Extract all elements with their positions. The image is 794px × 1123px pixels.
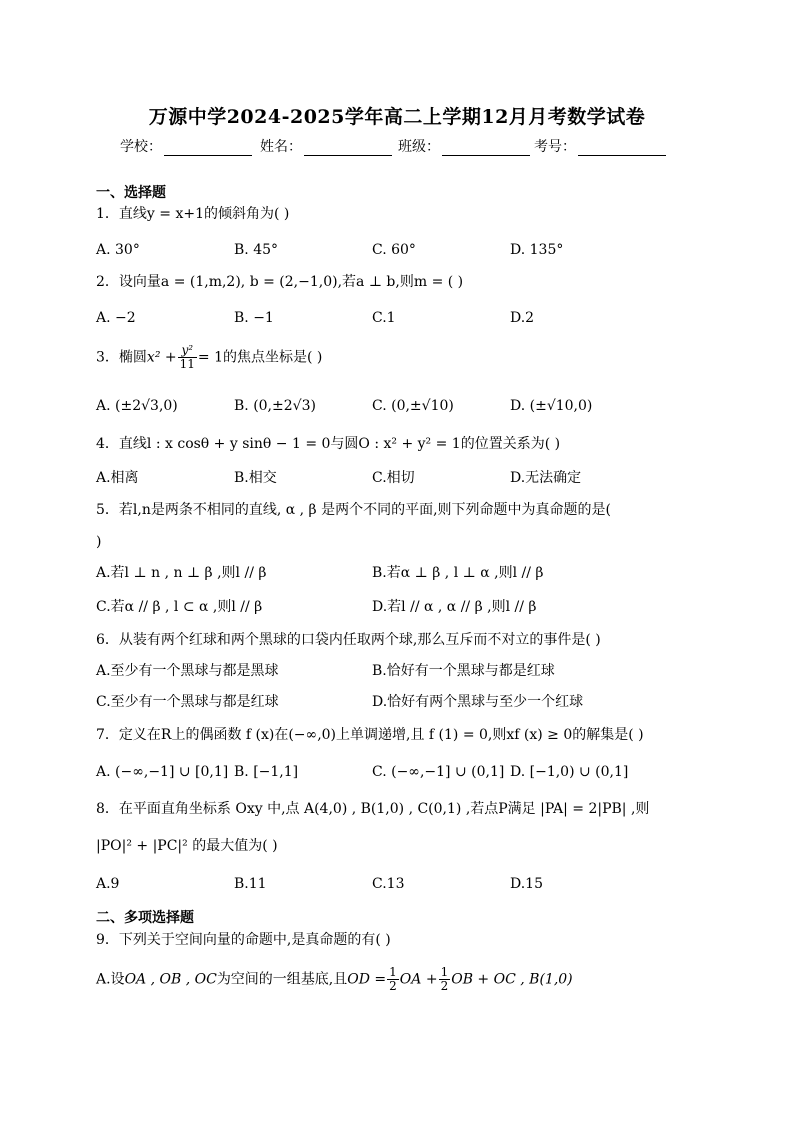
q7-option-c[interactable]: C. (−∞,−1] ∪ (0,1] <box>372 764 505 780</box>
q6-option-c[interactable]: C.至少有一个黑球与都是红球 <box>96 694 279 710</box>
q8-option-d[interactable]: D.15 <box>510 876 543 892</box>
q3-stem-x: x² + <box>146 349 177 366</box>
question-3-stem <box>96 344 322 371</box>
q9-a-oa: OA + <box>399 971 438 988</box>
q7-option-a[interactable]: A. (−∞,−1] ∪ [0,1] <box>96 764 229 780</box>
question-6-stem: 6．从装有两个红球和两个黑球的口袋内任取两个球,那么互斥而不对立的事件是( ) <box>96 632 601 648</box>
q8-option-b[interactable]: B.11 <box>234 876 267 892</box>
q4-option-b[interactable]: B.相交 <box>234 470 277 486</box>
class-blank[interactable] <box>442 139 530 156</box>
q3-option-a[interactable]: A. (±2√3,0) <box>96 398 178 414</box>
question-5-stem-line2: ) <box>96 534 102 550</box>
q5-option-b[interactable]: B.若α ⊥ β , l ⊥ α ,则l // β <box>372 565 544 581</box>
q9-frac1-den: 2 <box>389 979 397 993</box>
section-multiple-choice: 二、多项选择题 <box>96 910 194 926</box>
q3-option-c[interactable]: C. (0,±√10) <box>372 398 454 414</box>
q1-option-a[interactable]: A. 30° <box>96 242 140 258</box>
q9-frac1-num: 1 <box>389 965 397 979</box>
question-4-stem: 4．直线l : x cosθ + y sinθ − 1 = 0与圆O : x² + y² = 1的位置关系为( ) <box>96 436 561 452</box>
student-info-bar <box>120 136 680 158</box>
question-2-stem: 2．设向量a = (1,m,2), b = (2,−1,0),若a ⊥ b,则m = ( ) <box>96 274 464 290</box>
q1-option-b[interactable]: B. 45° <box>234 242 279 258</box>
q9-a-od: OD = <box>347 971 387 988</box>
name-label: 姓名： <box>260 139 302 155</box>
question-7-stem: 7．定义在R上的偶函数 f (x)在(−∞,0)上单调递增,且 f (1) = 0,则xf (x) ≥ 0的解集是( ) <box>96 727 644 743</box>
question-9-stem: 9．下列关于空间向量的命题中,是真命题的有( ) <box>96 932 391 948</box>
q9-fraction-2 <box>439 966 451 993</box>
school-label: 学校： <box>120 139 162 155</box>
q9-option-a[interactable] <box>96 966 573 993</box>
q3-frac-num: y² <box>178 344 197 358</box>
id-blank[interactable] <box>578 139 666 156</box>
q4-option-c[interactable]: C.相切 <box>372 470 415 486</box>
q9-fraction-1 <box>387 966 399 993</box>
q2-option-d[interactable]: D.2 <box>510 310 535 326</box>
q5-option-c[interactable]: C.若α // β , l ⊂ α ,则l // β <box>96 599 263 615</box>
name-field <box>260 136 392 156</box>
q2-option-c[interactable]: C.1 <box>372 310 396 326</box>
class-label: 班级： <box>398 139 440 155</box>
id-field <box>534 136 666 156</box>
q6-option-a[interactable]: A.至少有一个黑球与都是黑球 <box>96 663 279 679</box>
q3-option-b[interactable]: B. (0,±2√3) <box>234 398 316 414</box>
school-field <box>120 136 252 156</box>
q3-fraction <box>178 344 197 371</box>
q9-frac2-num: 1 <box>440 965 449 979</box>
q3-option-d[interactable]: D. (±√10,0) <box>510 398 593 414</box>
q4-option-a[interactable]: A.相离 <box>96 470 139 486</box>
q4-option-d[interactable]: D.无法确定 <box>510 470 582 486</box>
exam-title: 万源中学2024-2025学年高二上学期12月月考数学试卷 <box>148 106 646 128</box>
q8-option-c[interactable]: C.13 <box>372 876 405 892</box>
q1-option-d[interactable]: D. 135° <box>510 242 564 258</box>
question-5-stem-line1: 5．若l,n是两条不相同的直线, α , β 是两个不同的平面,则下列命题中为真命题的是( <box>96 502 612 518</box>
q5-option-a[interactable]: A.若l ⊥ n , n ⊥ β ,则l // β <box>96 565 267 581</box>
q8-option-a[interactable]: A.9 <box>96 876 120 892</box>
q2-option-b[interactable]: B. −1 <box>234 310 274 326</box>
q9-a-mid: 为空间的一组基底,且 <box>216 971 348 988</box>
q3-frac-den: 11 <box>179 357 195 371</box>
q9-a-vecs: OA , OB , OC <box>124 971 217 988</box>
q5-option-d[interactable]: D.若l // α , α // β ,则l // β <box>372 599 537 615</box>
question-1-stem: 1．直线y = x+1的倾斜角为( ) <box>96 206 290 222</box>
q1-option-c[interactable]: C. 60° <box>372 242 416 258</box>
name-blank[interactable] <box>304 139 392 156</box>
q6-option-b[interactable]: B.恰好有一个黑球与都是红球 <box>372 663 555 679</box>
q9-a-ob: OB + OC , B(1,0) <box>451 971 573 988</box>
class-field <box>398 136 530 156</box>
q7-option-d[interactable]: D. [−1,0) ∪ (0,1] <box>510 764 629 780</box>
q3-stem-post: = 1的焦点坐标是( ) <box>197 349 323 366</box>
question-8-stem-line1: 8．在平面直角坐标系 Oxy 中,点 A(4,0) , B(1,0) , C(0,1) ,若点P满足 |PA| = 2|PB| ,则 <box>96 801 650 817</box>
school-blank[interactable] <box>164 139 252 156</box>
q6-option-d[interactable]: D.恰好有两个黑球与至少一个红球 <box>372 694 584 710</box>
q2-option-a[interactable]: A. −2 <box>96 310 136 326</box>
question-8-stem-line2: |PO|² + |PC|² 的最大值为( ) <box>96 838 278 854</box>
q7-option-b[interactable]: B. [−1,1] <box>234 764 299 780</box>
q3-stem-pre: 3．椭圆 <box>96 349 147 366</box>
q9-frac2-den: 2 <box>440 979 449 993</box>
section-single-choice: 一、选择题 <box>96 185 166 201</box>
id-label: 考号： <box>534 139 576 155</box>
q9-a-pre: A.设 <box>96 971 125 988</box>
